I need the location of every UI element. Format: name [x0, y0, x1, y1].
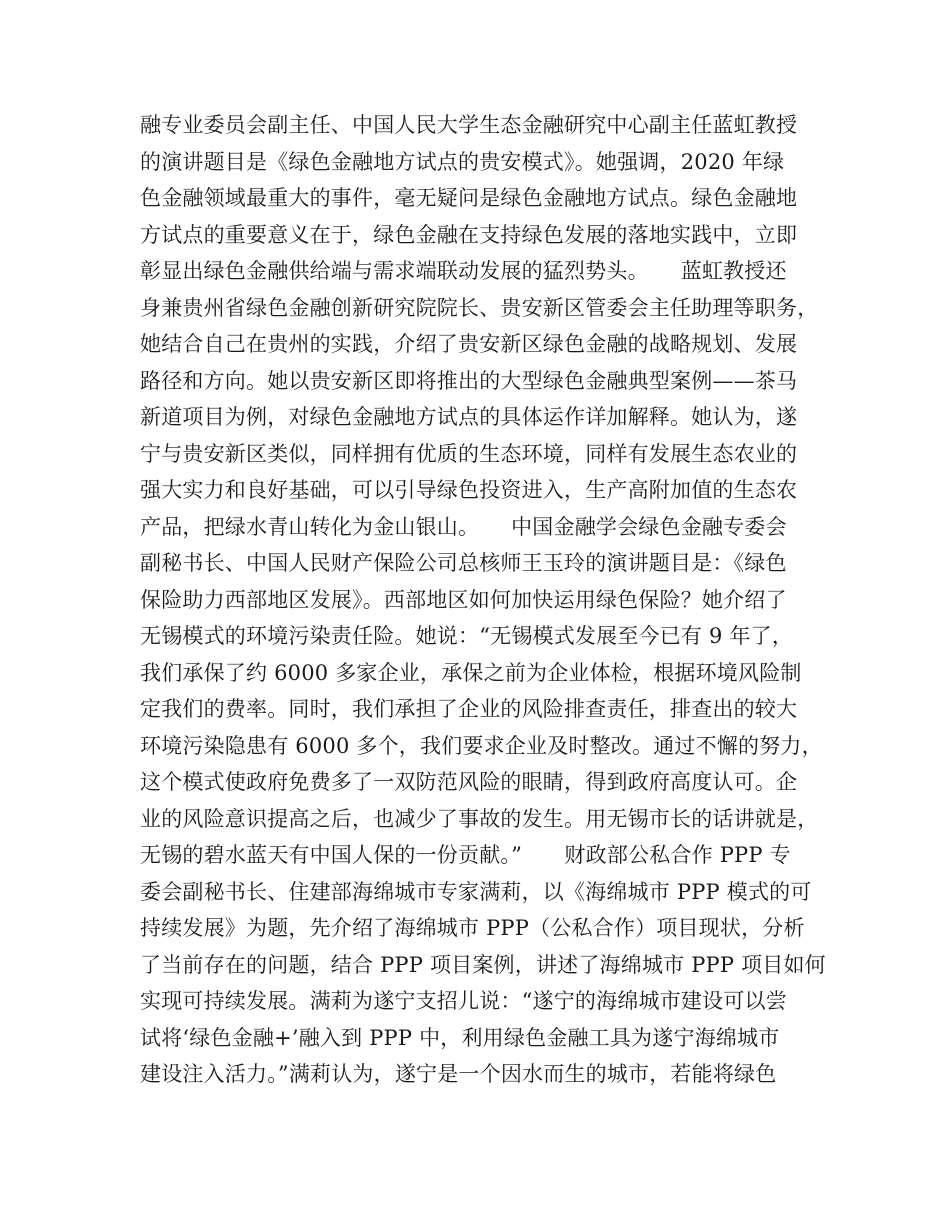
text-line: 彰显出绿色金融供给端与需求端联动发展的猛烈势头。 蓝虹教授还: [140, 259, 787, 283]
text-line: 业的风险意识提高之后，也减少了事故的发生。用无锡市长的话讲就是，: [140, 806, 819, 831]
text-line: 副秘书长、中国人民财产保险公司总核师王玉玲的演讲题目是：《绿色: [140, 551, 787, 575]
text-line: 环境污染隐患有 6000 多个，我们要求企业及时整改。通过不懈的努力，: [140, 733, 823, 758]
text-line: 路径和方向。她以贵安新区即将推出的大型绿色金融典型案例——茶马: [140, 368, 798, 393]
text-line: 无锡的碧水蓝天有中国人保的一份贡献。” 财政部公私合作 PPP 专: [140, 843, 791, 867]
text-line: 保险助力西部地区发展》。西部地区如何加快运用绿色保险？她介绍了: [140, 587, 787, 612]
text-line: 建设注入活力。”满莉认为，遂宁是一个因水而生的城市，若能将绿色: [140, 1062, 777, 1086]
text-line: 的演讲题目是《绿色金融地方试点的贵安模式》。她强调，2020 年绿: [140, 149, 785, 174]
text-line: 了当前存在的问题，结合 PPP 项目案例，讲述了海绵城市 PPP 项目如何: [140, 952, 826, 977]
text-line: 产品，把绿水青山转化为金山银山。 中国金融学会绿色金融专委会: [140, 514, 787, 539]
text-line: 这个模式使政府免费多了一双防范风险的眼睛，得到政府高度认可。企: [140, 770, 798, 794]
body-text: [140, 107, 830, 1093]
text-line: 实现可持续发展。满莉为遂宁支招儿说：“遂宁的海绵城市建设可以尝: [140, 989, 787, 1013]
text-line: 持续发展》为题，先介绍了海绵城市 PPP（公私合作）项目现状，分析: [140, 916, 805, 940]
text-line: 宁与贵安新区类似，同样拥有优质的生态环境，同样有发展生态农业的: [140, 441, 798, 466]
text-line: 她结合自己在贵州的实践，介绍了贵安新区绿色金融的战略规划、发展: [140, 332, 798, 356]
text-line: 融专业委员会副主任、中国人民大学生态金融研究中心副主任蓝虹教授: [140, 113, 798, 137]
text-line: 色金融领域最重大的事件，毫无疑问是绿色金融地方试点。绿色金融地: [140, 186, 798, 210]
text-line: 定我们的费率。同时，我们承担了企业的风险排查责任，排查出的较大: [140, 697, 798, 721]
text-line: 委会副秘书长、住建部海绵城市专家满莉，以《海绵城市 PPP 模式的可: [140, 879, 812, 904]
text-line: 试将‘绿色金融+’融入到 PPP 中，利用绿色金融工具为遂宁海绵城市: [140, 1025, 780, 1050]
text-line: 无锡模式的环境污染责任险。她说：“无锡模式发展至今已有 9 年了，: [140, 624, 794, 648]
text-line: 我们承保了约 6000 多家企业，承保之前为企业体检，根据环境风险制: [140, 660, 802, 685]
text-line: 方试点的重要意义在于，绿色金融在支持绿色发展的落地实践中，立即: [140, 222, 798, 247]
text-line: 身兼贵州省绿色金融创新研究院院长、贵安新区管委会主任助理等职务，: [140, 295, 819, 320]
text-line: 强大实力和良好基础，可以引导绿色投资进入，生产高附加值的生态农: [140, 478, 798, 502]
text-line: 新道项目为例，对绿色金融地方试点的具体运作详加解释。她认为，遂: [140, 405, 798, 429]
